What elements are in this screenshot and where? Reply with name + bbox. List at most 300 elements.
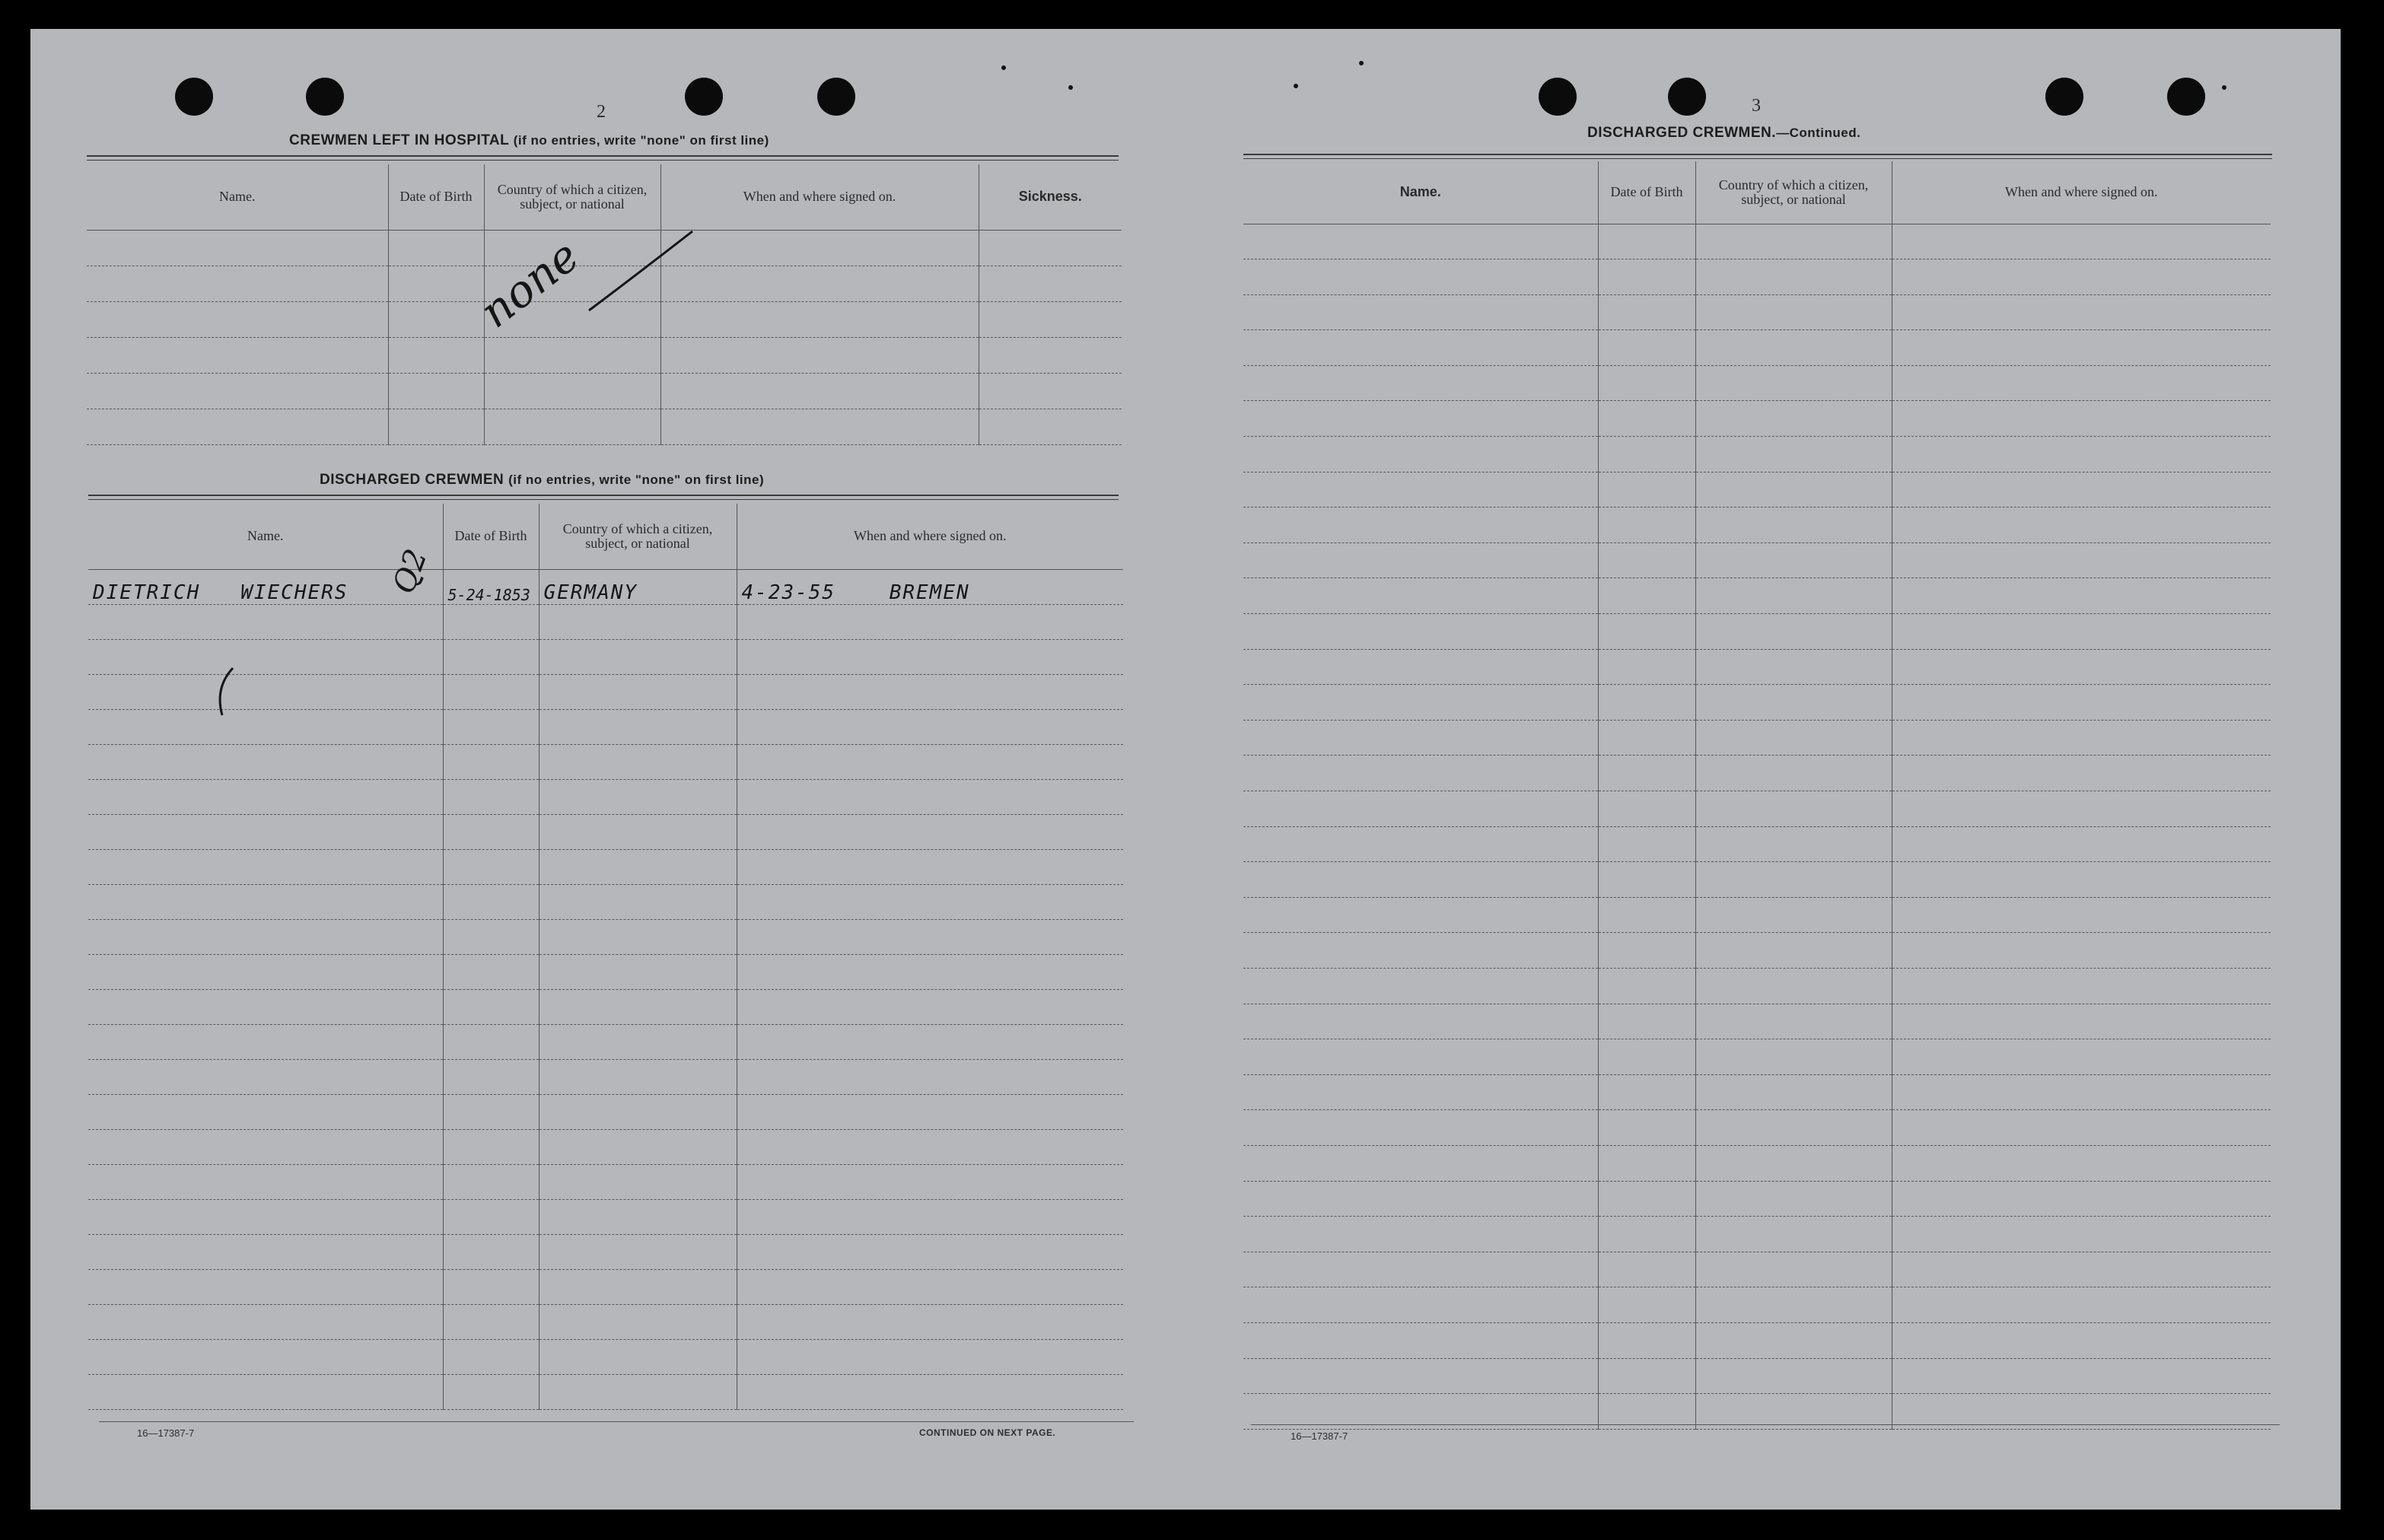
blank-cell — [1695, 578, 1892, 614]
col-header-signed-on: When and where signed on. — [737, 504, 1123, 569]
blank-cell — [88, 1339, 443, 1374]
blank-row — [88, 1129, 1123, 1164]
blank-cell — [443, 1129, 539, 1164]
blank-cell — [88, 639, 443, 674]
blank-cell — [1695, 826, 1892, 862]
blank-cell — [1892, 365, 2271, 401]
blank-cell — [539, 1269, 737, 1304]
blank-cell — [1598, 791, 1695, 827]
blank-cell — [1598, 897, 1695, 933]
blank-cell — [1243, 294, 1598, 330]
blank-cell — [1892, 401, 2271, 437]
blank-cell — [1598, 756, 1695, 791]
blank-cell — [1695, 1181, 1892, 1217]
blank-cell — [1243, 1217, 1598, 1252]
blank-cell — [88, 1374, 443, 1409]
blank-cell — [1695, 756, 1892, 791]
blank-cell — [539, 884, 737, 919]
blank-cell — [1892, 578, 2271, 614]
blank-cell — [1892, 1252, 2271, 1287]
blank-cell — [1695, 224, 1892, 259]
blank-cell — [443, 1339, 539, 1374]
blank-row — [1243, 756, 2271, 791]
blank-cell — [737, 1199, 1123, 1234]
blank-cell — [1598, 330, 1695, 366]
blank-cell — [443, 1304, 539, 1339]
blank-cell — [484, 409, 660, 444]
blank-cell — [88, 779, 443, 814]
col-header-country: Country of which a citizen, subject, or national — [484, 164, 660, 230]
blank-row — [1243, 862, 2271, 898]
blank-cell — [1243, 720, 1598, 756]
blank-row — [88, 1339, 1123, 1374]
punch-hole — [685, 78, 723, 116]
blank-cell — [88, 814, 443, 849]
crewman-name: DIETRICH WIECHERS — [88, 569, 443, 604]
blank-cell — [979, 266, 1122, 301]
blank-cell — [1243, 437, 1598, 473]
blank-row — [1243, 1004, 2271, 1039]
hospital-section-title: CREWMEN LEFT IN HOSPITAL (if no entries, write "none" on first line) — [289, 132, 769, 148]
blank-cell — [88, 1234, 443, 1269]
punch-hole — [2045, 78, 2083, 116]
blank-cell — [539, 604, 737, 639]
blank-cell — [1598, 720, 1695, 756]
blank-cell — [443, 1164, 539, 1199]
blank-cell — [1892, 720, 2271, 756]
blank-cell — [1695, 968, 1892, 1004]
blank-cell — [1598, 826, 1695, 862]
margin-pen-stroke — [210, 665, 240, 718]
blank-cell — [737, 1339, 1123, 1374]
blank-cell — [1243, 401, 1598, 437]
blank-cell — [1243, 365, 1598, 401]
blank-cell — [87, 301, 388, 337]
discharged-continued-rows — [1243, 224, 2271, 1429]
blank-cell — [737, 1129, 1123, 1164]
blank-cell — [1695, 685, 1892, 721]
blank-row — [88, 1164, 1123, 1199]
blank-cell — [1243, 933, 1598, 969]
blank-cell — [1695, 1287, 1892, 1323]
blank-cell — [539, 639, 737, 674]
blank-row — [88, 814, 1123, 849]
crewman-signed-on: 4-23-55 BREMEN — [737, 569, 1123, 604]
none-pen-stroke — [586, 225, 700, 317]
crewman-country: GERMANY — [539, 569, 737, 604]
blank-cell — [737, 1164, 1123, 1199]
right-bottom-rule — [1251, 1424, 2280, 1425]
blank-cell — [1243, 826, 1598, 862]
blank-cell — [88, 674, 443, 709]
blank-cell — [1243, 1004, 1598, 1039]
blank-cell — [1892, 1039, 2271, 1075]
blank-cell — [1598, 1358, 1695, 1394]
col-header-name: Name. — [87, 164, 388, 230]
blank-cell — [88, 1304, 443, 1339]
blank-row — [1243, 1181, 2271, 1217]
blank-cell — [539, 1024, 737, 1059]
blank-cell — [87, 373, 388, 409]
discharged-title-rule — [88, 495, 1119, 500]
discharged-rows — [88, 569, 1123, 1409]
blank-row — [1243, 649, 2271, 685]
blank-cell — [87, 230, 388, 266]
blank-row — [1243, 614, 2271, 650]
blank-cell — [1695, 472, 1892, 508]
blank-cell — [1892, 968, 2271, 1004]
blank-row — [1243, 508, 2271, 543]
blank-cell — [1598, 1110, 1695, 1146]
blank-cell — [1892, 1358, 2271, 1394]
blank-cell — [539, 1374, 737, 1409]
blank-cell — [443, 1024, 539, 1059]
blank-row — [1243, 933, 2271, 969]
blank-row — [1243, 720, 2271, 756]
blank-cell — [1695, 720, 1892, 756]
left-bottom-rule — [99, 1421, 1134, 1422]
blank-cell — [87, 337, 388, 373]
blank-cell — [1695, 791, 1892, 827]
blank-cell — [1598, 1181, 1695, 1217]
discharged-continued-title: DISCHARGED CREWMEN.—Continued. — [1587, 125, 1861, 141]
blank-cell — [88, 919, 443, 954]
blank-row — [1243, 472, 2271, 508]
blank-row — [88, 954, 1123, 989]
blank-row — [1243, 1074, 2271, 1110]
blank-row — [88, 709, 1123, 744]
blank-cell — [737, 1234, 1123, 1269]
blank-cell — [1695, 1004, 1892, 1039]
blank-row — [88, 1094, 1123, 1129]
blank-row — [88, 604, 1123, 639]
blank-cell — [737, 954, 1123, 989]
blank-cell — [1695, 1074, 1892, 1110]
blank-cell — [484, 337, 660, 373]
blank-cell — [1892, 472, 2271, 508]
blank-cell — [88, 849, 443, 884]
blank-cell — [1892, 933, 2271, 969]
page-number-right: 3 — [1752, 96, 1761, 116]
blank-cell — [1892, 897, 2271, 933]
blank-cell — [88, 604, 443, 639]
blank-cell — [1695, 330, 1892, 366]
blank-cell — [737, 884, 1123, 919]
blank-row — [88, 1059, 1123, 1094]
blank-cell — [1243, 259, 1598, 295]
blank-cell — [539, 1339, 737, 1374]
blank-cell — [1892, 614, 2271, 650]
blank-cell — [443, 1199, 539, 1234]
blank-row — [1243, 1039, 2271, 1075]
blank-cell — [1695, 508, 1892, 543]
blank-cell — [443, 674, 539, 709]
blank-cell — [1695, 649, 1892, 685]
blank-cell — [88, 1024, 443, 1059]
blank-cell — [737, 1269, 1123, 1304]
blank-row — [1243, 365, 2271, 401]
blank-cell — [443, 639, 539, 674]
col-header-dob: Date of Birth — [443, 504, 539, 569]
blank-row — [88, 849, 1123, 884]
blank-cell — [737, 1059, 1123, 1094]
blank-cell — [1598, 437, 1695, 473]
blank-row — [88, 639, 1123, 674]
blank-cell — [539, 674, 737, 709]
blank-row — [1243, 259, 2271, 295]
blank-cell — [88, 1094, 443, 1129]
blank-cell — [1695, 542, 1892, 578]
blank-cell — [1892, 1322, 2271, 1358]
blank-row — [88, 1374, 1123, 1409]
blank-row — [88, 779, 1123, 814]
blank-row — [1243, 1322, 2271, 1358]
blank-cell — [1892, 437, 2271, 473]
blank-cell — [1598, 1074, 1695, 1110]
blank-cell — [1892, 1004, 2271, 1039]
blank-cell — [539, 919, 737, 954]
blank-row — [1243, 401, 2271, 437]
blank-cell — [1695, 1217, 1892, 1252]
blank-cell — [979, 373, 1122, 409]
blank-row — [1243, 791, 2271, 827]
blank-cell — [1598, 224, 1695, 259]
blank-cell — [443, 779, 539, 814]
blank-cell — [737, 1024, 1123, 1059]
blank-cell — [737, 989, 1123, 1024]
blank-cell — [979, 301, 1122, 337]
blank-cell — [660, 230, 979, 266]
blank-cell — [1892, 1217, 2271, 1252]
blank-cell — [539, 989, 737, 1024]
speck — [1294, 84, 1298, 88]
blank-cell — [737, 639, 1123, 674]
blank-cell — [1598, 1287, 1695, 1323]
punch-hole — [1539, 78, 1577, 116]
blank-row — [88, 884, 1123, 919]
blank-cell — [737, 674, 1123, 709]
blank-row — [1243, 578, 2271, 614]
col-header-name: Name. — [88, 504, 443, 569]
blank-row — [1243, 224, 2271, 259]
blank-cell — [88, 884, 443, 919]
blank-cell — [443, 989, 539, 1024]
blank-cell — [1598, 1039, 1695, 1075]
blank-row — [88, 989, 1123, 1024]
blank-cell — [539, 1059, 737, 1094]
blank-cell — [1598, 578, 1695, 614]
blank-cell — [1243, 614, 1598, 650]
blank-row — [88, 1199, 1123, 1234]
blank-cell — [88, 1164, 443, 1199]
blank-cell — [1243, 1358, 1598, 1394]
col-header-dob: Date of Birth — [388, 164, 484, 230]
col-header-signed-on: When and where signed on. — [1892, 161, 2271, 224]
blank-cell — [1598, 614, 1695, 650]
blank-row — [1243, 1358, 2271, 1394]
blank-cell — [443, 1234, 539, 1269]
blank-cell — [443, 884, 539, 919]
blank-cell — [388, 230, 484, 266]
blank-cell — [1695, 401, 1892, 437]
blank-row — [88, 1304, 1123, 1339]
blank-cell — [388, 337, 484, 373]
blank-cell — [539, 709, 737, 744]
blank-cell — [1598, 685, 1695, 721]
punch-hole — [175, 78, 213, 116]
blank-cell — [539, 1304, 737, 1339]
blank-cell — [88, 1059, 443, 1094]
blank-cell — [1243, 897, 1598, 933]
blank-cell — [1598, 294, 1695, 330]
blank-cell — [1598, 1252, 1695, 1287]
blank-cell — [737, 1304, 1123, 1339]
blank-row — [1243, 542, 2271, 578]
blank-cell — [1598, 1145, 1695, 1181]
blank-cell — [737, 1374, 1123, 1409]
blank-row — [1243, 1110, 2271, 1146]
blank-cell — [737, 919, 1123, 954]
blank-cell — [737, 814, 1123, 849]
blank-row — [88, 1024, 1123, 1059]
blank-cell — [1598, 1004, 1695, 1039]
blank-cell — [539, 1164, 737, 1199]
blank-cell — [1598, 472, 1695, 508]
blank-cell — [1243, 1181, 1598, 1217]
blank-cell — [539, 1199, 737, 1234]
discharged-section-title: DISCHARGED CREWMEN (if no entries, write "none" on first line) — [320, 472, 765, 488]
form-number-left: 16—17387-7 — [137, 1427, 195, 1439]
blank-cell — [388, 409, 484, 444]
blank-cell — [1243, 1145, 1598, 1181]
blank-cell — [737, 1094, 1123, 1129]
blank-cell — [737, 709, 1123, 744]
blank-cell — [1243, 330, 1598, 366]
blank-cell — [1695, 365, 1892, 401]
punch-hole — [1668, 78, 1706, 116]
col-header-name: Name. — [1243, 161, 1598, 224]
blank-cell — [1243, 1322, 1598, 1358]
blank-cell — [388, 266, 484, 301]
col-header-sickness: Sickness. — [979, 164, 1122, 230]
blank-row — [88, 919, 1123, 954]
blank-cell — [1695, 614, 1892, 650]
blank-cell — [979, 409, 1122, 444]
blank-cell — [1695, 1110, 1892, 1146]
blank-cell — [88, 1129, 443, 1164]
blank-cell — [1695, 437, 1892, 473]
col-header-signed-on: When and where signed on. — [660, 164, 979, 230]
blank-row — [88, 744, 1123, 779]
speck — [1359, 61, 1364, 65]
blank-row — [1243, 897, 2271, 933]
blank-cell — [539, 814, 737, 849]
blank-row — [1243, 968, 2271, 1004]
blank-cell — [660, 373, 979, 409]
blank-cell — [443, 849, 539, 884]
document-sheet — [30, 29, 2341, 1510]
blank-cell — [1695, 259, 1892, 295]
blank-cell — [1243, 472, 1598, 508]
table-row — [88, 569, 1123, 604]
blank-row — [1243, 437, 2271, 473]
blank-cell — [1243, 649, 1598, 685]
blank-cell — [1695, 933, 1892, 969]
blank-cell — [737, 604, 1123, 639]
blank-cell — [539, 954, 737, 989]
crewman-dob: 5-24-1853 — [443, 569, 539, 604]
blank-cell — [1243, 1074, 1598, 1110]
blank-cell — [1598, 259, 1695, 295]
blank-cell — [484, 373, 660, 409]
blank-cell — [1892, 1287, 2271, 1323]
blank-cell — [388, 373, 484, 409]
blank-cell — [1892, 685, 2271, 721]
blank-row — [87, 337, 1122, 373]
blank-cell — [1892, 542, 2271, 578]
speck — [1068, 85, 1073, 90]
margin-mark: Q2 — [386, 544, 434, 599]
blank-row — [1243, 330, 2271, 366]
blank-cell — [660, 337, 979, 373]
blank-cell — [1892, 259, 2271, 295]
blank-cell — [87, 266, 388, 301]
blank-cell — [443, 1094, 539, 1129]
blank-cell — [1695, 1322, 1892, 1358]
blank-cell — [1598, 542, 1695, 578]
blank-cell — [1243, 1110, 1598, 1146]
blank-cell — [1695, 1252, 1892, 1287]
blank-cell — [1243, 508, 1598, 543]
blank-cell — [1695, 1039, 1892, 1075]
blank-cell — [1598, 649, 1695, 685]
blank-cell — [1598, 1217, 1695, 1252]
blank-cell — [539, 849, 737, 884]
blank-cell — [660, 266, 979, 301]
page-number-left: 2 — [597, 102, 606, 122]
blank-cell — [737, 779, 1123, 814]
blank-row — [1243, 685, 2271, 721]
blank-cell — [1598, 968, 1695, 1004]
punch-hole — [2167, 78, 2205, 116]
blank-cell — [443, 954, 539, 989]
blank-cell — [443, 1269, 539, 1304]
blank-cell — [1892, 1074, 2271, 1110]
discharged-continued-table — [1243, 161, 2271, 1430]
blank-cell — [1892, 862, 2271, 898]
col-header-country: Country of which a citizen, subject, or national — [1695, 161, 1892, 224]
blank-cell — [1695, 294, 1892, 330]
right-title-rule — [1243, 154, 2272, 159]
blank-cell — [388, 301, 484, 337]
punch-hole — [817, 78, 855, 116]
blank-cell — [539, 744, 737, 779]
blank-cell — [1892, 224, 2271, 259]
blank-cell — [1243, 1287, 1598, 1323]
blank-cell — [87, 409, 388, 444]
blank-row — [1243, 1145, 2271, 1181]
blank-row — [87, 409, 1122, 444]
continued-note: CONTINUED ON NEXT PAGE. — [919, 1427, 1056, 1438]
blank-cell — [88, 1199, 443, 1234]
blank-cell — [443, 814, 539, 849]
blank-cell — [443, 604, 539, 639]
blank-cell — [443, 1059, 539, 1094]
blank-cell — [979, 230, 1122, 266]
blank-cell — [539, 1094, 737, 1129]
blank-cell — [1892, 1181, 2271, 1217]
blank-cell — [1598, 365, 1695, 401]
